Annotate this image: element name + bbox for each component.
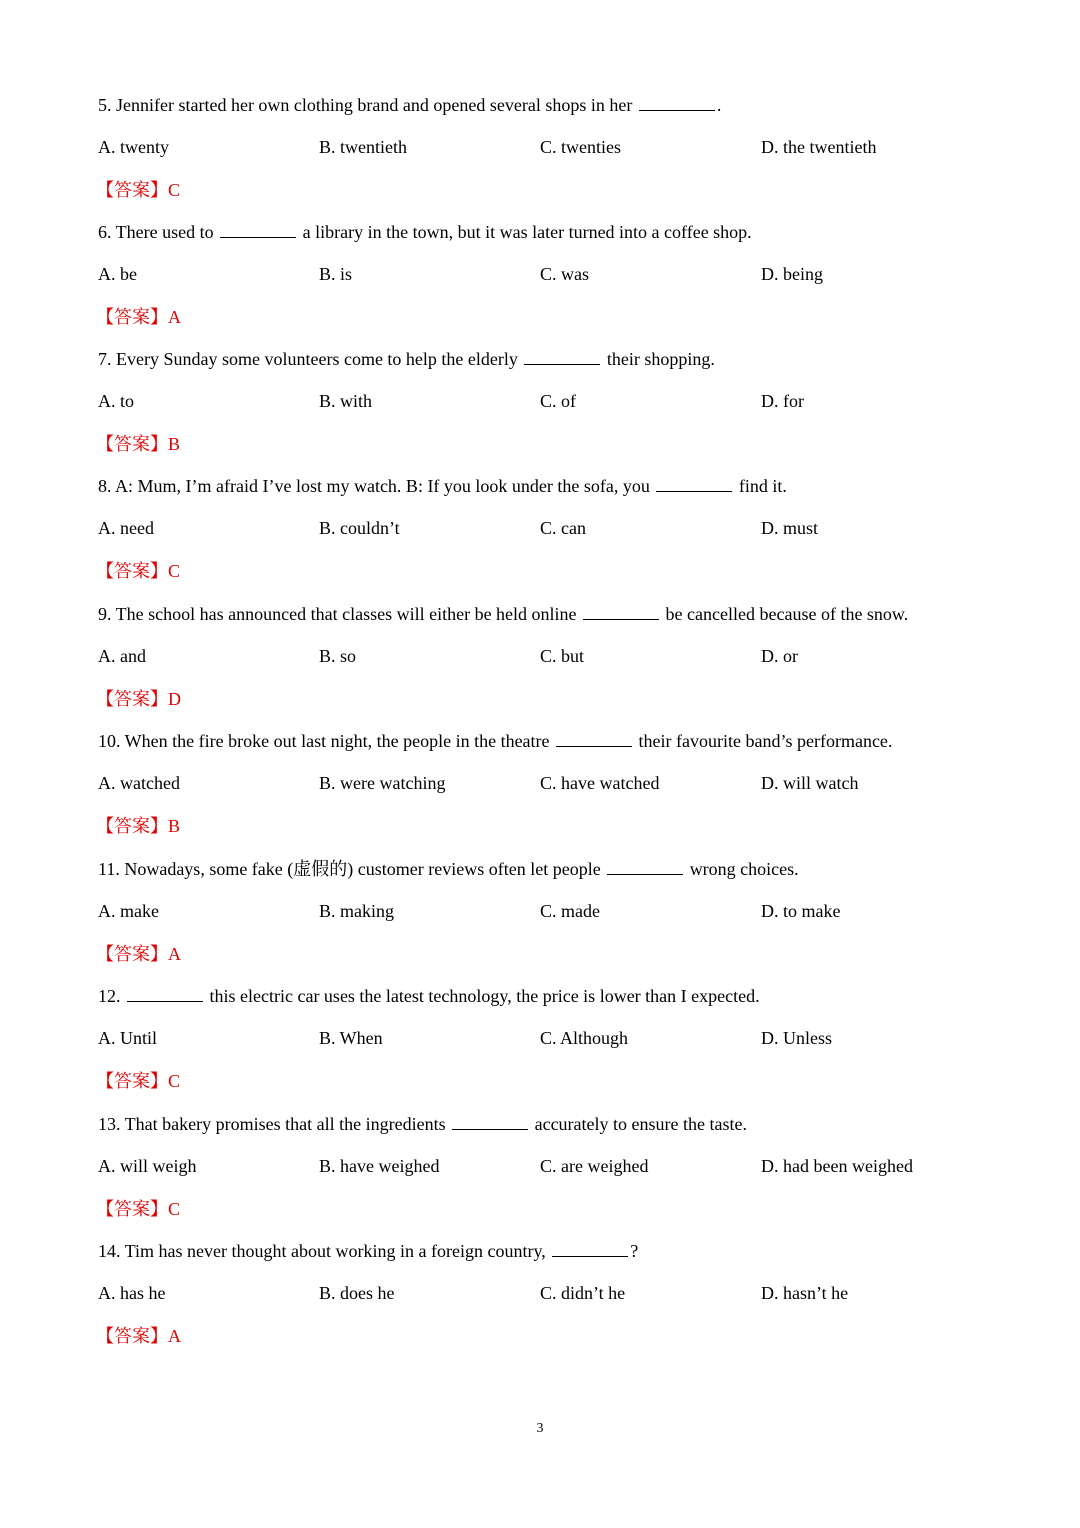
question-stem: 13. That bakery promises that all the ingredients accurately to ensure the taste.: [98, 1114, 747, 1134]
answer-blank: [656, 474, 732, 492]
option-c: C. was: [540, 264, 589, 284]
answer-key: 【答案】D: [96, 689, 181, 709]
option-d: D. will watch: [761, 773, 859, 793]
answer-key: 【答案】C: [96, 1071, 181, 1091]
question-stem: 7. Every Sunday some volunteers come to help the elderly their shopping.: [98, 349, 715, 369]
option-a: A. watched: [98, 773, 180, 793]
question-stem: 10. When the fire broke out last night, the people in the theatre their favourite band’s performance.: [98, 731, 893, 751]
option-c: C. didn’t he: [540, 1283, 626, 1303]
options-row: [98, 1026, 998, 1050]
answer-blank: [220, 220, 296, 238]
options-row: [98, 1154, 998, 1178]
question-stem: 11. Nowadays, some fake (虚假的) customer reviews often let people wrong choices.: [98, 859, 799, 879]
option-c: C. Although: [540, 1028, 629, 1048]
answer-key: 【答案】A: [96, 1326, 181, 1346]
page-number: 3: [536, 1421, 544, 1436]
option-a: A. will weigh: [98, 1156, 197, 1176]
option-a: A. Until: [98, 1028, 158, 1048]
option-b: B. does he: [319, 1283, 395, 1303]
option-a: A. twenty: [98, 137, 169, 157]
options-row: [98, 1281, 998, 1305]
option-c: C. but: [540, 646, 585, 666]
options-row: [98, 135, 998, 159]
options-row: [98, 644, 998, 668]
answer-blank: [556, 729, 632, 747]
option-c: C. are weighed: [540, 1156, 649, 1176]
answer-key: 【答案】B: [96, 816, 181, 836]
answer-blank: [639, 93, 715, 111]
option-b: B. with: [319, 391, 373, 411]
option-d: D. being: [761, 264, 823, 284]
option-b: B. were watching: [319, 773, 446, 793]
options-row: [98, 516, 998, 540]
option-a: A. need: [98, 518, 154, 538]
option-d: D. to make: [761, 901, 841, 921]
option-b: B. When: [319, 1028, 383, 1048]
answer-key: 【答案】C: [96, 180, 181, 200]
option-b: B. so: [319, 646, 357, 666]
option-d: D. hasn’t he: [761, 1283, 849, 1303]
option-c: C. made: [540, 901, 600, 921]
option-b: B. is: [319, 264, 353, 284]
option-c: C. have watched: [540, 773, 660, 793]
answer-blank: [452, 1112, 528, 1130]
option-c: C. can: [540, 518, 586, 538]
question-stem: 12. this electric car uses the latest technology, the price is lower than I expected.: [98, 986, 760, 1006]
answer-blank: [583, 602, 659, 620]
option-a: A. to: [98, 391, 134, 411]
answer-blank: [552, 1239, 628, 1257]
options-row: [98, 899, 998, 923]
options-row: [98, 262, 998, 286]
option-d: D. the twentieth: [761, 137, 877, 157]
option-c: C. of: [540, 391, 576, 411]
question-stem: 8. A: Mum, I’m afraid I’ve lost my watch. B: If you look under the sofa, you find it.: [98, 476, 787, 496]
option-a: A. has he: [98, 1283, 166, 1303]
option-d: D. had been weighed: [761, 1156, 913, 1176]
option-d: D. for: [761, 391, 804, 411]
answer-key: 【答案】C: [96, 561, 181, 581]
option-a: A. be: [98, 264, 137, 284]
answer-blank: [524, 347, 600, 365]
question-stem: 9. The school has announced that classes will either be held online be cancelled because of the snow.: [98, 604, 909, 624]
answer-key: 【答案】C: [96, 1199, 181, 1219]
answer-blank: [607, 857, 683, 875]
answer-key: 【答案】A: [96, 307, 181, 327]
option-b: B. have weighed: [319, 1156, 440, 1176]
question-stem: 6. There used to a library in the town, but it was later turned into a coffee shop.: [98, 222, 752, 242]
option-b: B. couldn’t: [319, 518, 400, 538]
option-b: B. making: [319, 901, 394, 921]
option-d: D. or: [761, 646, 798, 666]
option-a: A. and: [98, 646, 146, 666]
options-row: [98, 389, 998, 413]
options-row: [98, 771, 998, 795]
option-d: D. must: [761, 518, 819, 538]
option-d: D. Unless: [761, 1028, 832, 1048]
answer-blank: [127, 984, 203, 1002]
option-b: B. twentieth: [319, 137, 407, 157]
question-stem: 14. Tim has never thought about working in a foreign country, ?: [98, 1241, 639, 1261]
option-c: C. twenties: [540, 137, 621, 157]
question-stem: 5. Jennifer started her own clothing brand and opened several shops in her .: [98, 95, 722, 115]
answer-key: 【答案】B: [96, 434, 181, 454]
option-a: A. make: [98, 901, 159, 921]
answer-key: 【答案】A: [96, 944, 181, 964]
